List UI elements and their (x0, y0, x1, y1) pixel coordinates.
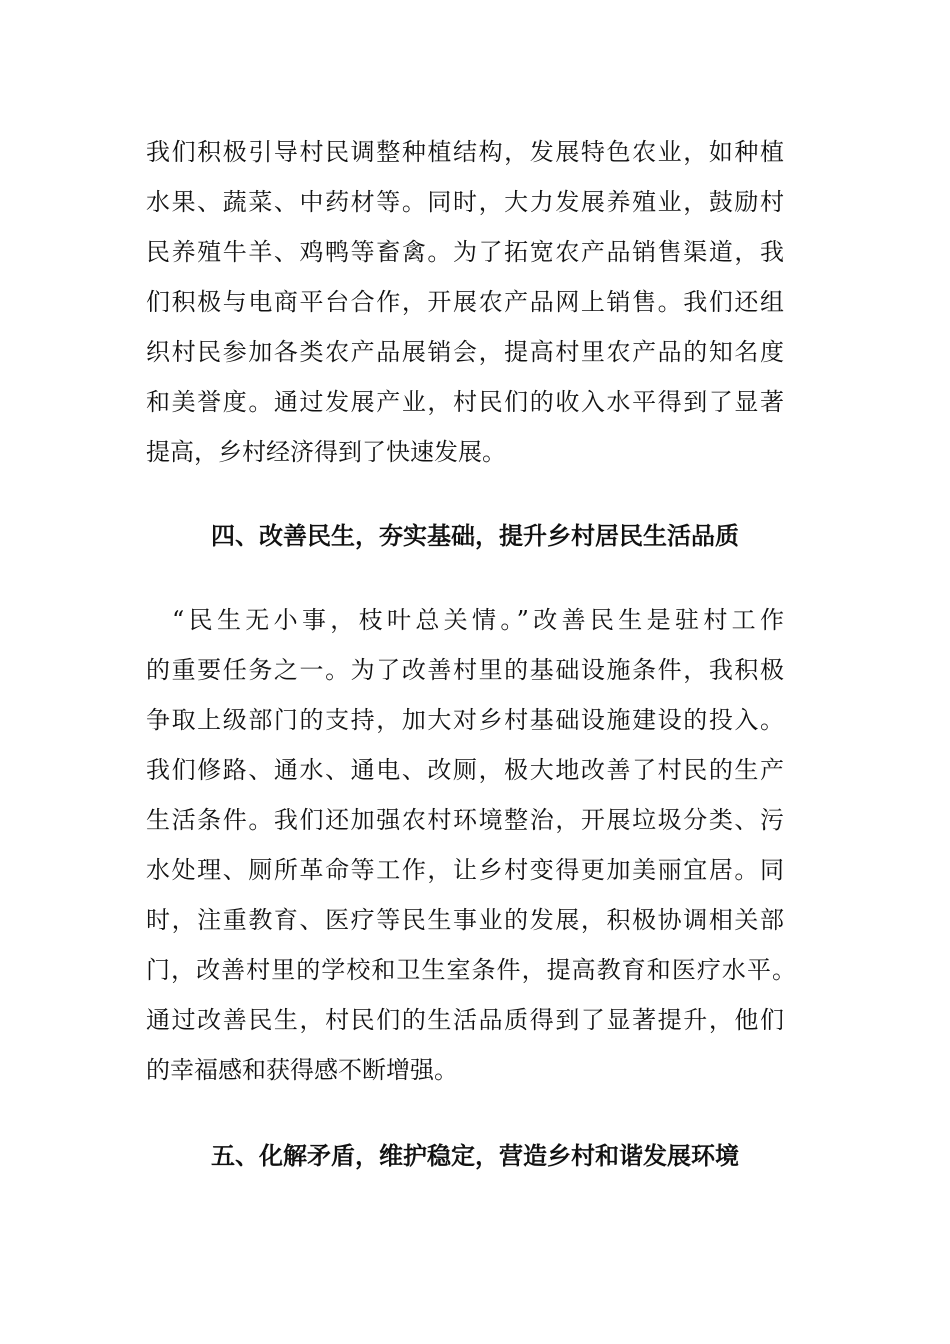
text-line: 们积极与电商平台合作，开展农产品网上销售。我们还组 (146, 288, 784, 316)
text-line: 争取上级部门的支持，加大对乡村基础设施建设的投入。 (146, 706, 784, 734)
text-line: 通过改善民生，村民们的生活品质得到了显著提升，他们 (146, 1006, 784, 1034)
text-line: 的重要任务之一。为了改善村里的基础设施条件，我积极 (146, 656, 784, 684)
text-line: 水处理、厕所革命等工作，让乡村变得更加美丽宜居。同 (146, 856, 784, 884)
section-heading-5: 五、化解矛盾，维护稳定，营造乡村和谐发展环境 (211, 1141, 739, 1170)
text-line: 门，改善村里的学校和卫生室条件，提高教育和医疗水平。 (146, 956, 796, 984)
text-line: 水果、蔬菜、中药材等。同时，大力发展养殖业，鼓励村 (146, 188, 784, 216)
text-line: 的幸福感和获得感不断增强。 (146, 1056, 458, 1084)
text-line: 生活条件。我们还加强农村环境整治，开展垃圾分类、污 (146, 806, 784, 834)
text-line: 我们修路、通水、通电、改厕，极大地改善了村民的生产 (146, 756, 784, 784)
text-line: 民养殖牛羊、鸡鸭等畜禽。为了拓宽农产品销售渠道，我 (146, 238, 784, 266)
text-line: 织村民参加各类农产品展销会，提高村里农产品的知名度 (146, 338, 784, 366)
text-line: “民生无小事，枝叶总关情。”改善民生是驻村工作 (172, 606, 784, 634)
text-line: 我们积极引导村民调整种植结构，发展特色农业，如种植 (146, 138, 784, 166)
section-heading-4: 四、改善民生，夯实基础，提升乡村居民生活品质 (211, 521, 739, 550)
text-line: 时，注重教育、医疗等民生事业的发展，积极协调相关部 (146, 906, 784, 934)
text-line: 和美誉度。通过发展产业，村民们的收入水平得到了显著 (146, 388, 784, 416)
text-line: 提高，乡村经济得到了快速发展。 (146, 438, 506, 466)
